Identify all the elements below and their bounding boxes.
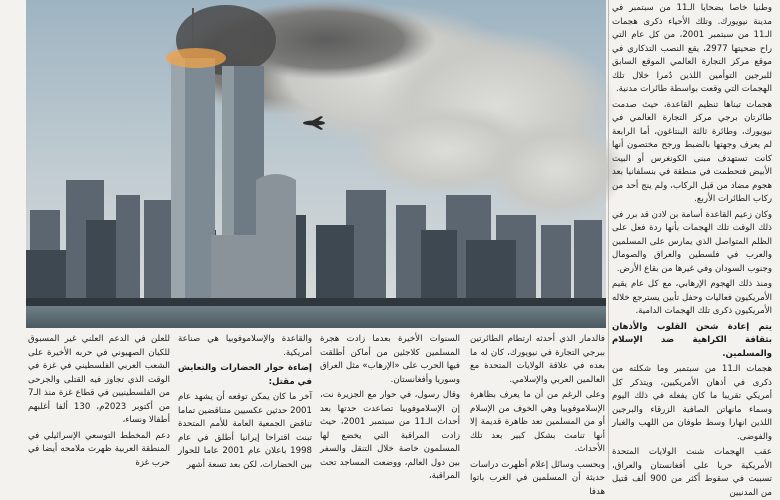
article-column-right xyxy=(612,2,772,498)
paragraph: آخر ما كان يمكن توقعه أن يشهد عام 2001 حدثين عكسيين متناقضين تماما تناقض الجمعية العامة للأمم المتحدة تبنت اقتراحا إيرانيا أطلق في عام 1998 باعلان عام 2001 عاما للحوار بين الحضارات، لكن بعد تسعة أشهر xyxy=(178,392,313,470)
paragraph: والقاعدة والإسلاموفوبيا هي صناعة أمريكية. xyxy=(178,334,312,358)
column-divider xyxy=(608,0,609,470)
paragraph: هجمات تبناها تنظيم القاعدة، حيث صدمت طائرتان برجي مركز التجارة العالمي في نيويورك، وطائرة ثالثة البنتاغون، أما الرابعة لم يعرف وجهتها بالضبط ورجح مختصون أنها كانت تستهدف مبنى الكونغرس أو البيت الأبيض فتحطمت في منطقة في بنسلفانيا بعد هجوم مضاد من قبل الركاب، ولم ينج أحد من ركاب الطائرات الأربع. xyxy=(612,99,772,204)
paragraph: للعلن في الدعم العلني غير المسبوق للكيان الصهيوني في حربه الأخيرة على الشعب العربي الفلسطيني في غزة في الوقت الذي تجاوز فيه القتلى والجرحى من الفلسطينيين في قطاع غزة منذ الـ7 من أكتوبر 2023م، 130 ألفا أغلبهم أطفالا ونساء، xyxy=(28,334,171,425)
paragraph: وقال رسول، في حوار مع الجزيرة نت، إن الإسلاموفوبيا تصاعدت حدتها بعد أحداث الـ11 من سبتمبر 2001، حيث زادت المراقبة التي يخضع لها المسلمون خاصة خلال التنقل والسفر بين دول العالم، ووضعت المساجد تحت المراقبة، xyxy=(320,390,461,481)
paragraph: وعلى الرغم من أن ما يعرف بظاهرة الإسلاموفوبيا وهي الخوف من الإسلام أو من المسلمين تعد ظاهرة قديمة إلا أنها تنامت بشكل كبير بعد تلك الأحداث. xyxy=(470,390,605,454)
paragraph: فالدمار الذي أحدثه ارتطام الطائرتين ببرجي التجارة في نيويورك، كان له ما بعده في علاقة الولايات المتحدة مع العالمين العربي والإسلامي. xyxy=(470,334,605,385)
twin-towers-smoke-photo xyxy=(26,0,606,328)
paragraph: عقب الهجمات شنت الولايات المتحدة الأمريكية حربا على أفغانستان والعراق، تسببت في سقوط أكثر من 900 ألف قتيل من المدنيين xyxy=(612,447,772,498)
article-column-bottom-1 xyxy=(470,333,605,497)
paragraph: ومنذ ذلك الهجوم الإرهابي، مع كل عام يقيم الأمريكيون فعاليات وحفل تأبين يسترجع خلاله الأمريكيون ذكرى تلك الهجمات الدامية. xyxy=(612,279,772,316)
article-column-bottom-4 xyxy=(28,333,170,470)
subheading: إضاءة حوار الحضارات والتعايش في مقتل: xyxy=(178,363,312,387)
article-column-bottom-3 xyxy=(178,333,312,470)
paragraph: وكان زعيم القاعدة أسامة بن لادن قد برر في ذلك الوقت تلك الهجمات بأنها ردة فعل على الظلم المتواصل الذي يمارس على المسلمين والعرب في فلسطين والعراق والصومال وجنوب السودان وفي غيرها من بقاع الأرض. xyxy=(612,209,772,274)
paragraph: هجمات الـ11 من سبتمبر وما شكلته من ذكرى في أذهان الأمريكيين، ويتذكر كل أمريكي تقريبا ما كان يفعله في ذلك اليوم وسماء مانهاتن الصافية الزرقاء والبرجين اللذين انهارا وسط طوفان من اللهب والغبار والفوضى. xyxy=(612,364,772,442)
paragraph: يتم إعادة شحن القلوب والأذهان بثقافة الكراهية ضد الإسلام والمسلمين. xyxy=(612,321,772,359)
paragraph: وبحسب وسائل إعلام أظهرت دراسات حديثة أن المسلمين في الغرب باتوا هدفا xyxy=(470,459,605,497)
paragraph: دعم المخطط التوسعي الإسرائيلي في المنطقة العربية ظهرت ملامحه أيضا في حرب غزة xyxy=(28,430,170,468)
article-column-bottom-2 xyxy=(320,333,461,481)
paragraph: وطنيا خاصا بضحايا الـ11 من سبتمبر في مدينة نيويورك. وتلك الأحياء ذكرى هجمات الـ11 من سبتمبر 2001، من كل عام التي راح ضحيتها 2977، يقع النصب التذكاري في موقع مركز التجارة العالمي الموقع السابق للبرجين التوأمين اللذين دُمرا خلال تلك الهجمات التي وقعت بواسطة طائرات مدنية. xyxy=(612,3,772,94)
paragraph: السنوات الأخيرة بعدما زادت هجرة المسلمين كلاجئين من أماكن أطلقت فيها الحرب على «الإرهاب» مثل العراق وسوريا وأفغانستان. xyxy=(320,334,460,385)
